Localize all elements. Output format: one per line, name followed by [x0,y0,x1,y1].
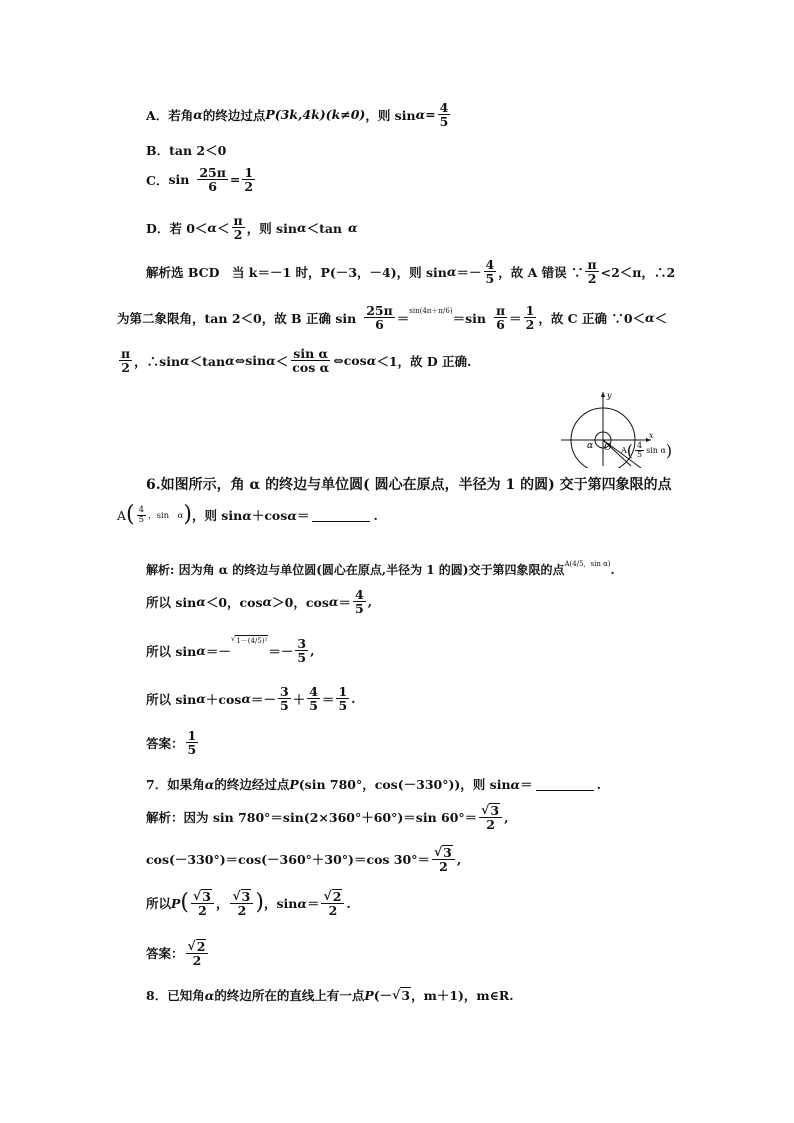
alpha-symbol: α [242,507,252,523]
fraction: $\frac{4}{5}$ [138,504,145,525]
option-a-text: 的终边过点 [202,107,266,123]
alpha-symbol: α [446,264,457,280]
alpha-symbol: α [510,776,521,792]
alpha-symbol: α [262,594,273,610]
solution-line: 所以 sin α ＜0，cos α ＞0，cos α ＝ $\frac{4}{5}$ , [146,587,373,617]
fraction: $\frac{4}{5}$ [439,100,449,130]
point-a-label: A ( $\frac{4}{5}$ sin α ) [621,440,673,460]
solution-line: 所以 sin α ＝－ √ 1－(4/5)² ＝－ $\frac{3}{5}$ , [146,635,315,666]
fraction: $\frac{4}{5}$ [309,684,318,714]
superscript-expression: sin(4π＋π/6) [409,306,453,315]
alpha-symbol: α [204,987,215,1003]
question-6: 6.如图所示，角 α 的终边与单位圆( 圆心在原点，半径为 1 的圆) 交于第四象限的点 [146,477,672,493]
fraction: √ 3 2 [479,803,502,831]
answer-blank [536,778,594,791]
y-axis-label: y [607,391,612,400]
solution-label: 解析 [146,264,172,280]
fraction: √ 3 2 [191,889,214,917]
fraction: $\frac{\text{sin α}}{\text{cos α}}$ [292,346,330,376]
unit-circle-figure [553,388,693,468]
option-b [146,141,226,159]
alpha-symbol: α [287,507,297,523]
alpha-symbol: α [207,220,218,236]
option-c [146,166,257,193]
fraction: $\frac{\pi}{2}$ [121,346,131,376]
alpha-symbol: α [204,776,215,792]
solution-line: 为第二象限角，tan 2＜0，故 B 正确 sin $\frac{25\pi}{6}$ ＝ sin(4π＋π/6) ＝sin $\frac{\pi}{6}$ ＝ $\frac{1}{2}$ ，故 C 正确 ∵0＜ α ＜ [117,303,668,333]
option-a-text: 若角 [168,107,194,123]
option-d-label: D． [146,220,170,236]
fraction: $\frac{\pi}{6}$ [495,303,506,333]
alpha-symbol: α [241,691,251,707]
option-c-text: sin [168,172,190,188]
fraction: $\frac{1}{5}$ [338,684,348,714]
alpha-symbol: α [196,691,206,707]
answer-line [146,939,210,967]
question-7: 7．如果角 α 的终边经过点 P (sin 780°，cos(－330°))，则 sin α ＝ . [146,776,602,792]
origin-label: O [604,443,612,453]
option-a-text: ，则 sin [365,107,416,123]
question-8: 8．已知角 α 的终边所在的直线上有一点 P (－ √ 3 ，m＋1)，m∈R. [146,987,514,1003]
alpha-symbol: α [196,594,206,610]
alpha-angle-label: α [587,441,594,451]
alpha-symbol: α [266,353,276,369]
alpha-symbol: α [645,310,655,326]
fraction: $\frac{3}{5}$ [297,636,307,666]
solution-line: cos(－330°)＝cos(－360°＋30°)＝cos 30°＝ √ 3 2 , [146,844,462,875]
fraction: √ 3 2 [230,889,253,917]
option-d-text: 若 0＜ [169,220,208,236]
answer-line [146,729,200,756]
fraction: $\frac{4}{5}$ [485,257,495,287]
option-a-label: A． [146,107,169,123]
solution-line: 所以 P ( √ 3 2 ， √ 3 2 ) ，sin α ＝ √ 2 2 . [146,888,351,919]
alpha-symbol: α [297,895,307,911]
solution-line: 解析 ：因为 sin 780°＝sin(2×360°＋60°)＝sin 60°＝ √ 3 2 , [146,802,509,833]
option-c-label: C． [146,172,169,188]
alpha-symbol: α [196,643,206,659]
fraction: $\frac{3}{5}$ [280,684,289,714]
fraction: √ 2 2 [186,939,209,967]
point-p: P(3k,4k)(k≠0) [265,107,366,123]
square-root: √ 1－(4/5)² [230,635,268,646]
fraction: $\frac{4}{5}$ [637,441,643,460]
fraction: $\frac{\pi}{2}$ [587,257,597,287]
solution-line: 所以 sin α ＋cos α ＝－ $\frac{3}{5}$ ＋ $\frac{4}{5}$ ＝ $\frac{1}{5}$ . [146,684,356,714]
option-a [146,101,452,128]
option-b-text: tan 2＜0 [169,143,227,158]
fraction: $\frac{\pi}{2}$ [233,213,243,243]
solution-line: 解析 : 因为角 α 的终边与单位圆(圆心在原点,半径为 1 的圆)交于第四象限的点 A(4/5，sin α) . [146,559,615,577]
alpha-symbol: α [296,220,307,236]
fraction: $\frac{1}{2}$ [244,165,254,195]
equals: = [229,172,241,188]
alpha-symbol: α [328,594,339,610]
option-d: D． 若 0＜ α ＜ $\frac{\pi}{2}$ ，则 sin α ＜tan α [146,213,358,243]
fraction: $\frac{4}{5}$ [355,587,364,617]
answer-label: 答案： [146,735,184,751]
solution-line: 解析 选 BCD 当 k＝－1 时，P(－3，－4)，则 sin α ＝－ $\frac{4}{5}$ ，故 A 错误 ∵ $\frac{\pi}{2}$ <2＜π，∴2 [146,257,676,287]
fraction: $\frac{25\pi}{6}$ [366,303,393,333]
fraction: √ 2 2 [321,889,344,917]
answer-label: 答案： [146,946,184,962]
answer-blank [312,509,370,522]
alpha-symbol: α [348,220,358,236]
fraction: $\frac{1}{5}$ [187,728,197,758]
alpha-symbol: α [225,353,235,369]
alpha-symbol: α [366,353,377,369]
solution-label: 解析 [146,563,171,577]
square-root: √ 3 [392,987,411,1003]
alpha-symbol: α [415,107,426,123]
fraction: $\frac{25\pi}{6}$ [199,165,226,195]
alpha-symbol: α [193,107,203,123]
question-6-line2: A ( $\frac{4}{5}$ ， sin α ) ，则 sin α ＋cos α ＝ . [117,502,378,527]
equals: = [425,107,436,123]
fraction: $\frac{1}{2}$ [525,303,535,333]
x-axis-label: x [649,431,654,440]
alpha-symbol: α [180,353,190,369]
fraction: √ 3 2 [432,845,455,873]
solution-line: $\frac{\pi}{2}$ ，∴sin α ＜tan α ⇔sin α ＜ $\frac{\text{sin α}}{\text{cos α}}$ ⇔cos α ＜1，故 D 正确. [121,346,472,376]
solution-label: 解析 [146,810,172,826]
superscript-expression: A(4/5，sin α) [564,559,611,568]
option-b-label: B． [146,143,170,158]
